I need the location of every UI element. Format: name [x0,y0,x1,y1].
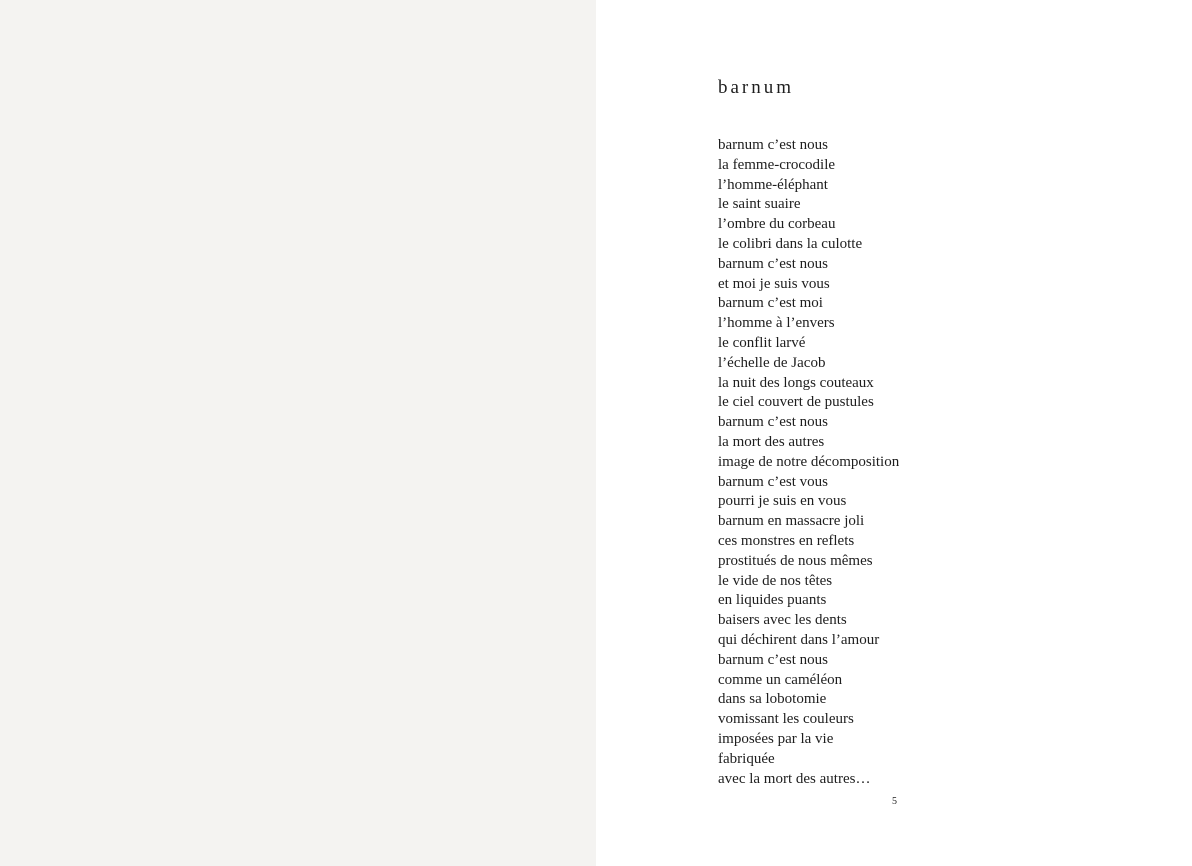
poem-line: prostitués de nous mêmes [718,552,873,569]
poem-line: barnum c’est moi [718,295,823,312]
poem-line: barnum c’est nous [718,651,828,668]
poem-line: qui déchirent dans l’amour [718,631,880,648]
poem-line: le saint suaire [718,196,801,213]
poem-line: barnum c’est nous [718,414,828,431]
poem-line: vomissant les couleurs [718,711,854,728]
poem-line: image de notre décomposition [718,453,900,470]
poem-line: la mort des autres [718,433,825,450]
poem-line: le colibri dans la culotte [718,235,863,252]
poem-line: fabriquée [718,750,775,767]
poem-line: le ciel couvert de pustules [718,394,874,411]
poem-line: pourri je suis en vous [718,493,847,510]
page-number: 5 [892,796,897,807]
poem-line: l’homme à l’envers [718,315,835,332]
poem-line: barnum en massacre joli [718,513,865,530]
poem-body [718,136,899,789]
poem-line: la nuit des longs couteaux [718,374,874,391]
poem-line: en liquides puants [718,592,827,609]
poem-line: le conflit larvé [718,334,806,351]
poem-line: baisers avec les dents [718,612,847,629]
poem-line: avec la mort des autres… [718,770,871,787]
poem-line: l’homme-éléphant [718,176,828,193]
poem-line: et moi je suis vous [718,275,830,292]
poem-line: l’ombre du corbeau [718,216,836,233]
poem-line: imposées par la vie [718,730,834,747]
poem-line: barnum c’est nous [718,137,828,153]
poem-line: barnum c’est vous [718,473,828,490]
right-page [596,0,1192,866]
poem-line: l’échelle de Jacob [718,354,826,371]
poem-line: comme un caméléon [718,671,843,688]
poem-line: dans sa lobotomie [718,691,827,708]
poem-title: barnum [718,77,795,98]
poem-line: la femme-crocodile [718,156,836,173]
poem-line: le vide de nos têtes [718,572,833,589]
poem-line: barnum c’est nous [718,255,828,272]
poem-line: ces monstres en reflets [718,532,855,549]
